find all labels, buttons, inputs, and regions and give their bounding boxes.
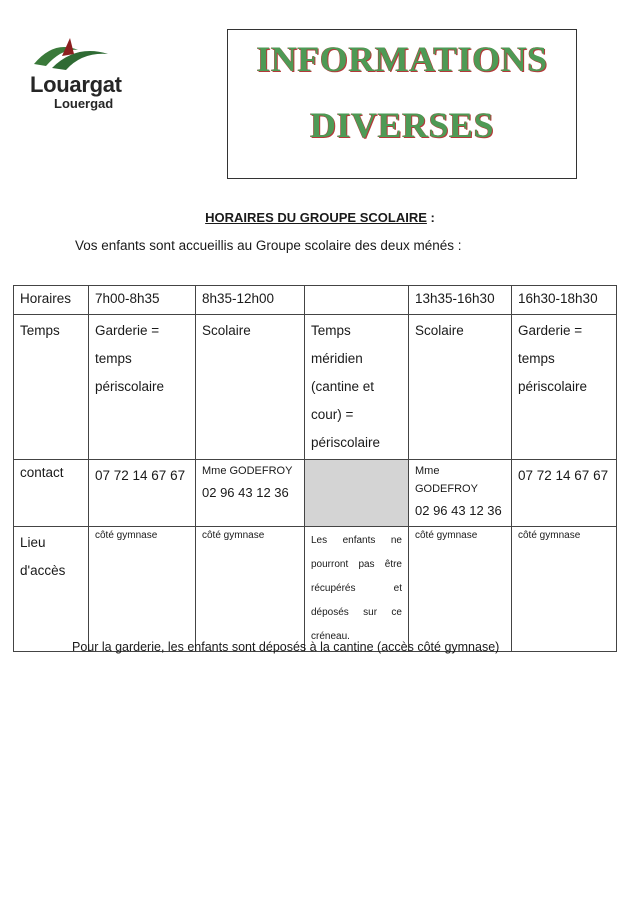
contact-cell [196,460,305,527]
louargat-logo [28,34,124,114]
logo-emblem-icon [32,34,112,74]
header-cell: 7h00-8h35 [89,286,196,315]
contact-label: contact [14,460,89,527]
contact-name: Mme GODEFROY [415,465,478,495]
lieu-cell: côté gymnase [89,527,196,652]
table-cell: Garderie = temps périscolaire [512,315,617,460]
header-cell [305,286,409,315]
title-box [227,29,577,179]
contact-cell [409,460,512,527]
contact-phone: 07 72 14 67 67 [89,460,196,527]
intro-text: Vos enfants sont accueillis au Groupe scolaire des deux ménés : [75,238,462,253]
lieu-note: Les enfants ne pourront pas être récupérés et déposés sur ce créneau. [305,527,409,652]
title-line-1: INFORMATIONS [256,39,548,79]
table-row-horaires [14,286,617,315]
lieu-label: Lieu d'accès [14,527,89,652]
table-row-lieu [14,527,617,652]
table-cell: Scolaire [409,315,512,460]
title-line-2: DIVERSES [309,105,495,145]
table-cell: Scolaire [196,315,305,460]
table-cell: Temps [14,315,89,460]
section-heading-colon: : [426,210,435,225]
header-cell: 8h35-12h00 [196,286,305,315]
section-heading [0,210,640,225]
header-cell: Horaires [14,286,89,315]
lieu-cell: côté gymnase [512,527,617,652]
lieu-cell: côté gymnase [196,527,305,652]
contact-empty-cell [305,460,409,527]
contact-phone: 02 96 43 12 36 [202,485,289,500]
header-cell: 16h30-18h30 [512,286,617,315]
contact-phone: 02 96 43 12 36 [415,503,502,518]
table-cell: Garderie = temps périscolaire [89,315,196,460]
table-row-temps [14,315,617,460]
header-cell: 13h35-16h30 [409,286,512,315]
schedule-table [13,285,617,652]
contact-phone: 07 72 14 67 67 [512,460,617,527]
lieu-cell: côté gymnase [409,527,512,652]
logo-subname: Louergad [54,96,114,111]
section-heading-text: HORAIRES DU GROUPE SCOLAIRE [205,210,427,225]
table-cell: Temps méridien (cantine et cour) = périscolaire [305,315,409,460]
contact-name: Mme GODEFROY [202,465,293,477]
table-row-contact [14,460,617,527]
footer-note: Pour la garderie, les enfants sont déposés à la cantine (accès côté gymnase) [72,640,500,654]
logo-name: Louargat [30,72,122,97]
